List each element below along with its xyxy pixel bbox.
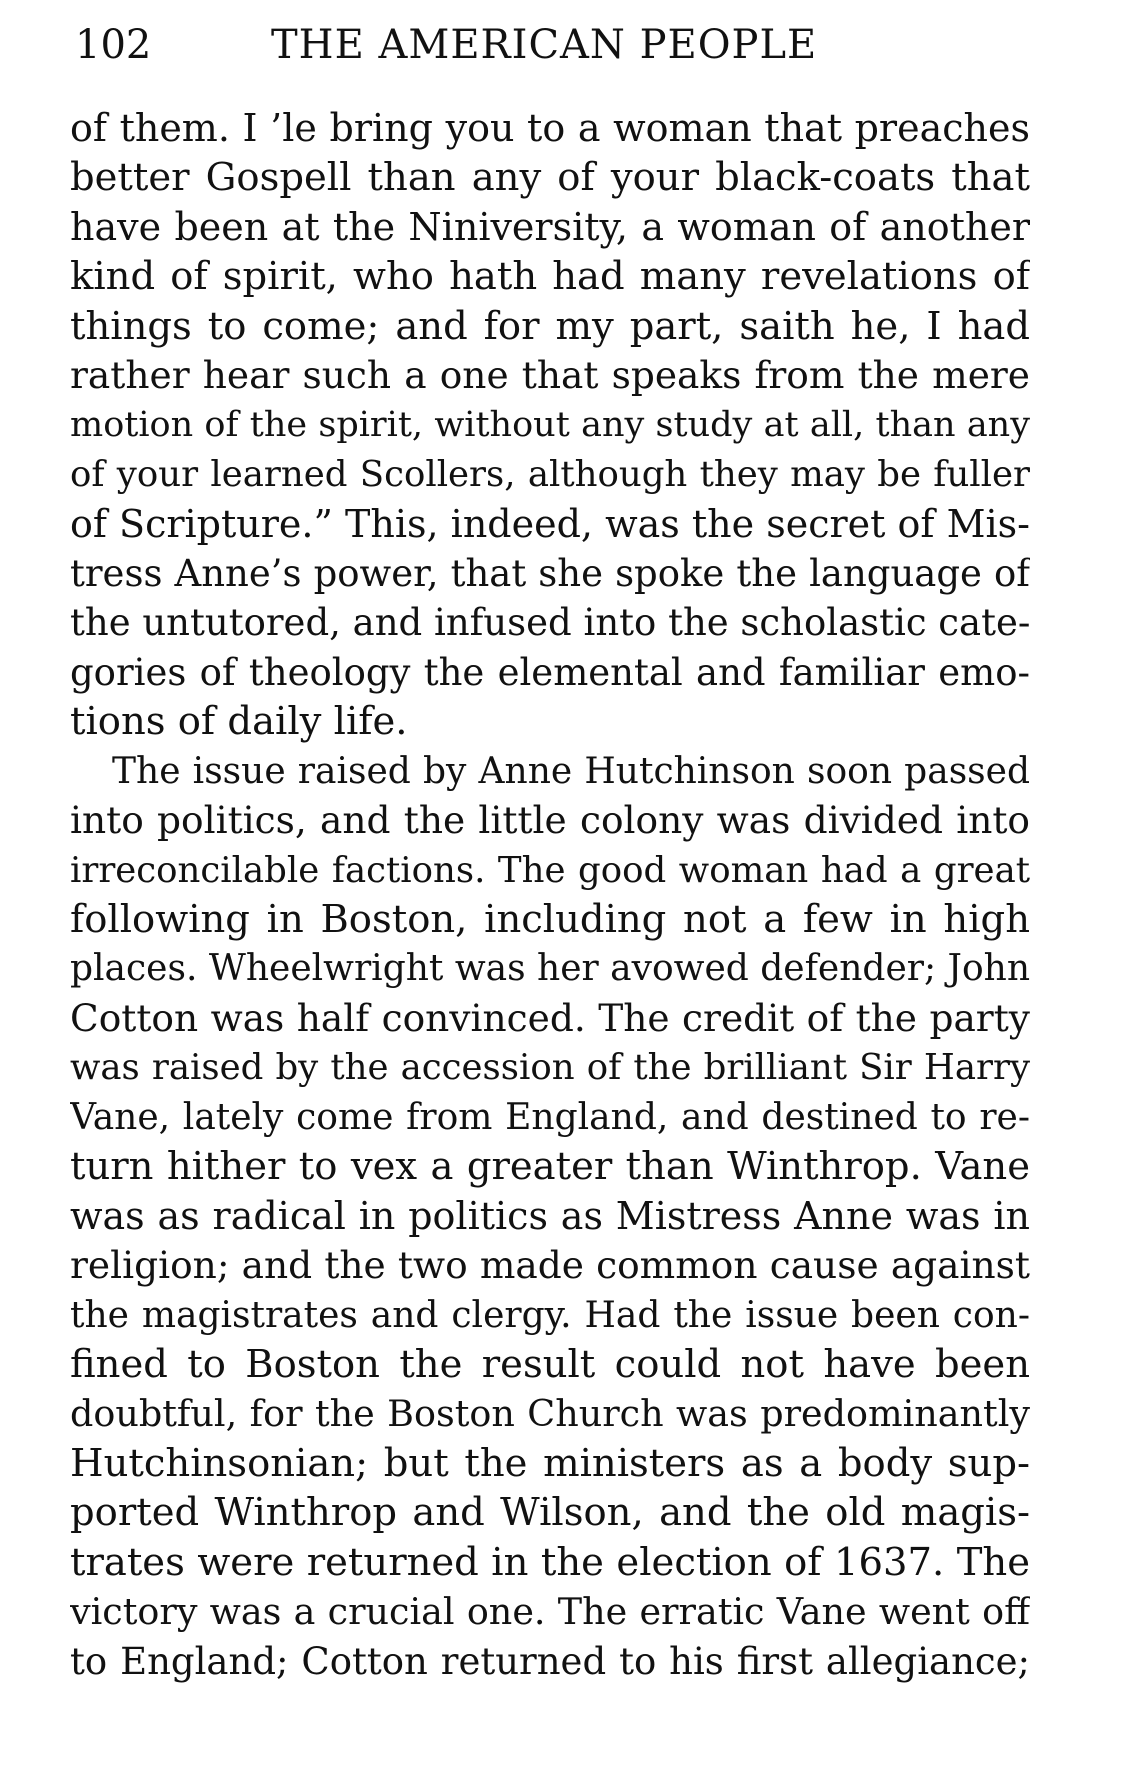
text-line: to England; Cotton returned to his first allegiance; (70, 1639, 1030, 1683)
text-line: victory was a crucial one. The erratic Vane went off (70, 1590, 1030, 1634)
text-line: Cotton was half convinced. The credit of the party (70, 995, 1030, 1040)
text-line: fined to Boston the result could not have been (70, 1341, 1030, 1387)
text-line: ported Winthrop and Wilson, and the old magis- (70, 1490, 1030, 1536)
text-line: have been at the Niniversity, a woman of another (70, 204, 1030, 249)
text-line: Hutchinsonian; but the ministers as a body sup- (70, 1440, 1030, 1486)
page-header (75, 22, 975, 78)
text-line: irreconcilable factions. The good woman had a great (70, 849, 1030, 891)
text-line: tress Anne’s power, that she spoke the language of (70, 551, 1030, 595)
text-line: motion of the spirit, without any study at all, than any (70, 404, 1030, 445)
text-line: turn hither to vex a greater than Winthrop. Vane (70, 1144, 1030, 1190)
text-line: trates were returned in the election of 1637. The (70, 1539, 1030, 1585)
text-line: of them. I ’le bring you to a woman that preaches (70, 106, 1030, 150)
page-number: 102 (75, 22, 152, 68)
text-line: places. Wheelwright was her avowed defender; John (70, 948, 1030, 990)
text-line: things to come; and for my part, saith he, I had (70, 303, 1030, 349)
text-line: the magistrates and clergy. Had the issue been con- (70, 1294, 1030, 1336)
text-line: was as radical in politics as Mistress Anne was in (70, 1193, 1030, 1238)
text-line: the untutored, and infused into the scholastic cate- (70, 601, 1030, 645)
body-text (70, 104, 1030, 1686)
text-line: of Scripture.” This, indeed, was the secret of Mis- (70, 501, 1030, 546)
text-line: religion; and the two made common cause against (70, 1243, 1030, 1288)
text-line: rather hear such a one that speaks from the mere (70, 353, 1030, 398)
text-line: of your learned Scollers, although they may be fuller (70, 454, 1030, 496)
text-line: doubtful, for the Boston Church was predominantly (70, 1392, 1030, 1436)
text-line: Vane, lately come from England, and destined to re- (70, 1096, 1030, 1138)
text-line: into politics, and the little colony was divided into (70, 798, 1030, 843)
paragraph-end-line: tions of daily life. (70, 699, 408, 745)
running-head: THE AMERICAN PEOPLE (271, 22, 818, 68)
paragraph-start-line: The issue raised by Anne Hutchinson soon passed (112, 750, 1030, 792)
text-line: gories of theology the elemental and familiar emo- (70, 650, 1030, 694)
text-line: following in Boston, including not a few in high (70, 897, 1030, 942)
text-line: was raised by the accession of the brilliant Sir Harry (70, 1047, 1030, 1089)
text-line: kind of spirit, who hath had many revelations of (70, 254, 1030, 300)
text-line: better Gospell than any of your black-coats that (70, 155, 1030, 201)
